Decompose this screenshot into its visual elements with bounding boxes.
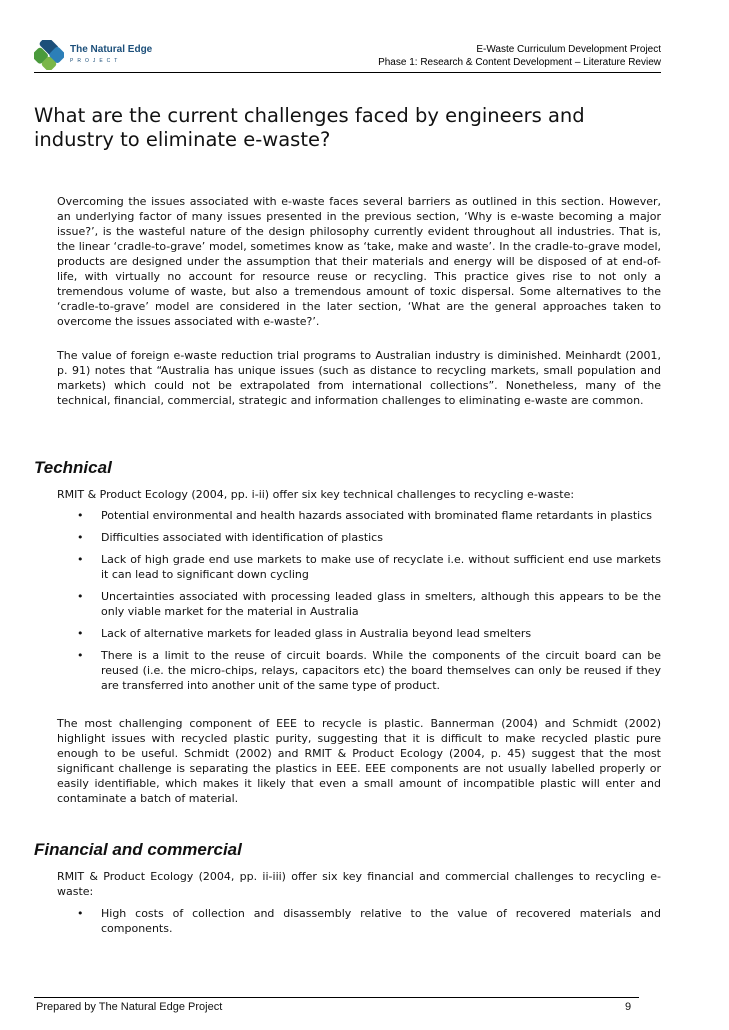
- bullet-icon: •: [77, 509, 84, 522]
- header-phase-line: Phase 1: Research & Content Development – Literature Review: [378, 57, 661, 68]
- list-item: • Difficulties associated with identification of plastics: [77, 531, 383, 544]
- header-divider: [34, 72, 661, 73]
- footer-prepared-by: Prepared by The Natural Edge Project: [36, 1001, 223, 1013]
- page-title: What are the current challenges faced by engineers and industry to eliminate e-waste?: [34, 104, 585, 151]
- technical-bullet-list: [57, 508, 661, 700]
- list-item: • High costs of collection and disassembly relative to the value of recovered materials and components.: [77, 907, 661, 935]
- page-number: 9: [625, 1001, 632, 1013]
- intro-paragraph-1: Overcoming the issues associated with e-waste faces several barriers as outlined in this section. However, an underlying factor of many issues presented in the previous section, ‘Why is e-waste becoming a major issue?’, is the wasteful nature of the design philosophy currently evident throughout all industries. That is, the linear ‘cradle-to-grave’ model, sometimes know as ‘take, make and waste’. In the cradle-to-grave model, products are designed under the assumption that their materials and energy will be disposed of at end-of-life, with virtually no account for resource reuse or recycling. This practice gives rise to not only a tremendous volume of waste, but also a tremendous amount of toxic dispersal. Some alternatives to the ‘cradle-to-grave’ model are considered in the later section, ‘What are the general approaches taken to overcome the issues associated with e-waste?’.: [57, 195, 661, 328]
- section-heading-financial: Financial and commercial: [34, 840, 242, 859]
- header-logo: [34, 38, 153, 72]
- list-item: • Lack of alternative markets for leaded glass in Australia beyond lead smelters: [77, 627, 532, 640]
- list-item: • There is a limit to the reuse of circuit boards. While the components of the circuit board can be reused (i.e. the micro-chips, relays, capacitors etc) the board themselves can only be reused if they are transferred into another unit of the same type of product.: [77, 649, 661, 692]
- bullet-icon: •: [77, 553, 84, 566]
- logo-icon: [34, 40, 64, 70]
- section-heading-technical: Technical: [34, 458, 112, 477]
- bullet-icon: •: [77, 907, 84, 920]
- financial-bullet-list: [57, 906, 661, 943]
- list-item: • Uncertainties associated with processing leaded glass in smelters, although this appears to be the only viable market for the material in Australia: [77, 590, 661, 618]
- bullet-icon: •: [77, 627, 84, 640]
- technical-closing-paragraph: The most challenging component of EEE to recycle is plastic. Bannerman (2004) and Schmidt (2002) highlight issues with recycled plastic purity, suggesting that it is difficult to make recycled plastic pure enough to be useful. Schmidt (2002) and RMIT & Product Ecology (2004, p. 45) suggest that the most significant challenge is separating the plastics in EEE. EEE components are not usually labelled properly or easily identifiable, which makes it likely that even a small amount of incompatible plastic will enter and contaminate a batch of material.: [57, 717, 661, 805]
- document-header: [378, 43, 661, 69]
- intro-paragraph-2: The value of foreign e-waste reduction trial programs to Australian industry is diminished. Meinhardt (2001, p. 91) notes that “Australia has unique issues (such as distance to recycling markets, small population and markets) which could not be extrapolated from international collections”. Nonetheless, many of the technical, financial, commercial, strategic and information challenges to eliminating e-waste are common.: [57, 349, 661, 407]
- bullet-icon: •: [77, 531, 84, 544]
- bullet-icon: •: [77, 590, 84, 603]
- list-item: • Lack of high grade end use markets to make use of recyclate i.e. without sufficient end use markets it can lead to significant down cycling: [77, 553, 661, 581]
- logo-subtitle: PROJECT: [70, 58, 122, 64]
- header-project-line: E-Waste Curriculum Development Project: [476, 44, 661, 55]
- bullet-icon: •: [77, 649, 84, 662]
- footer-divider: [34, 997, 639, 998]
- financial-intro: RMIT & Product Ecology (2004, pp. ii-iii) offer six key financial and commercial challenges to recycling e-waste:: [57, 870, 661, 898]
- list-item: • Potential environmental and health hazards associated with brominated flame retardants in plastics: [77, 509, 653, 522]
- logo-name: The Natural Edge: [70, 44, 153, 55]
- technical-intro: RMIT & Product Ecology (2004, pp. i-ii) offer six key technical challenges to recycling e-waste:: [57, 488, 575, 501]
